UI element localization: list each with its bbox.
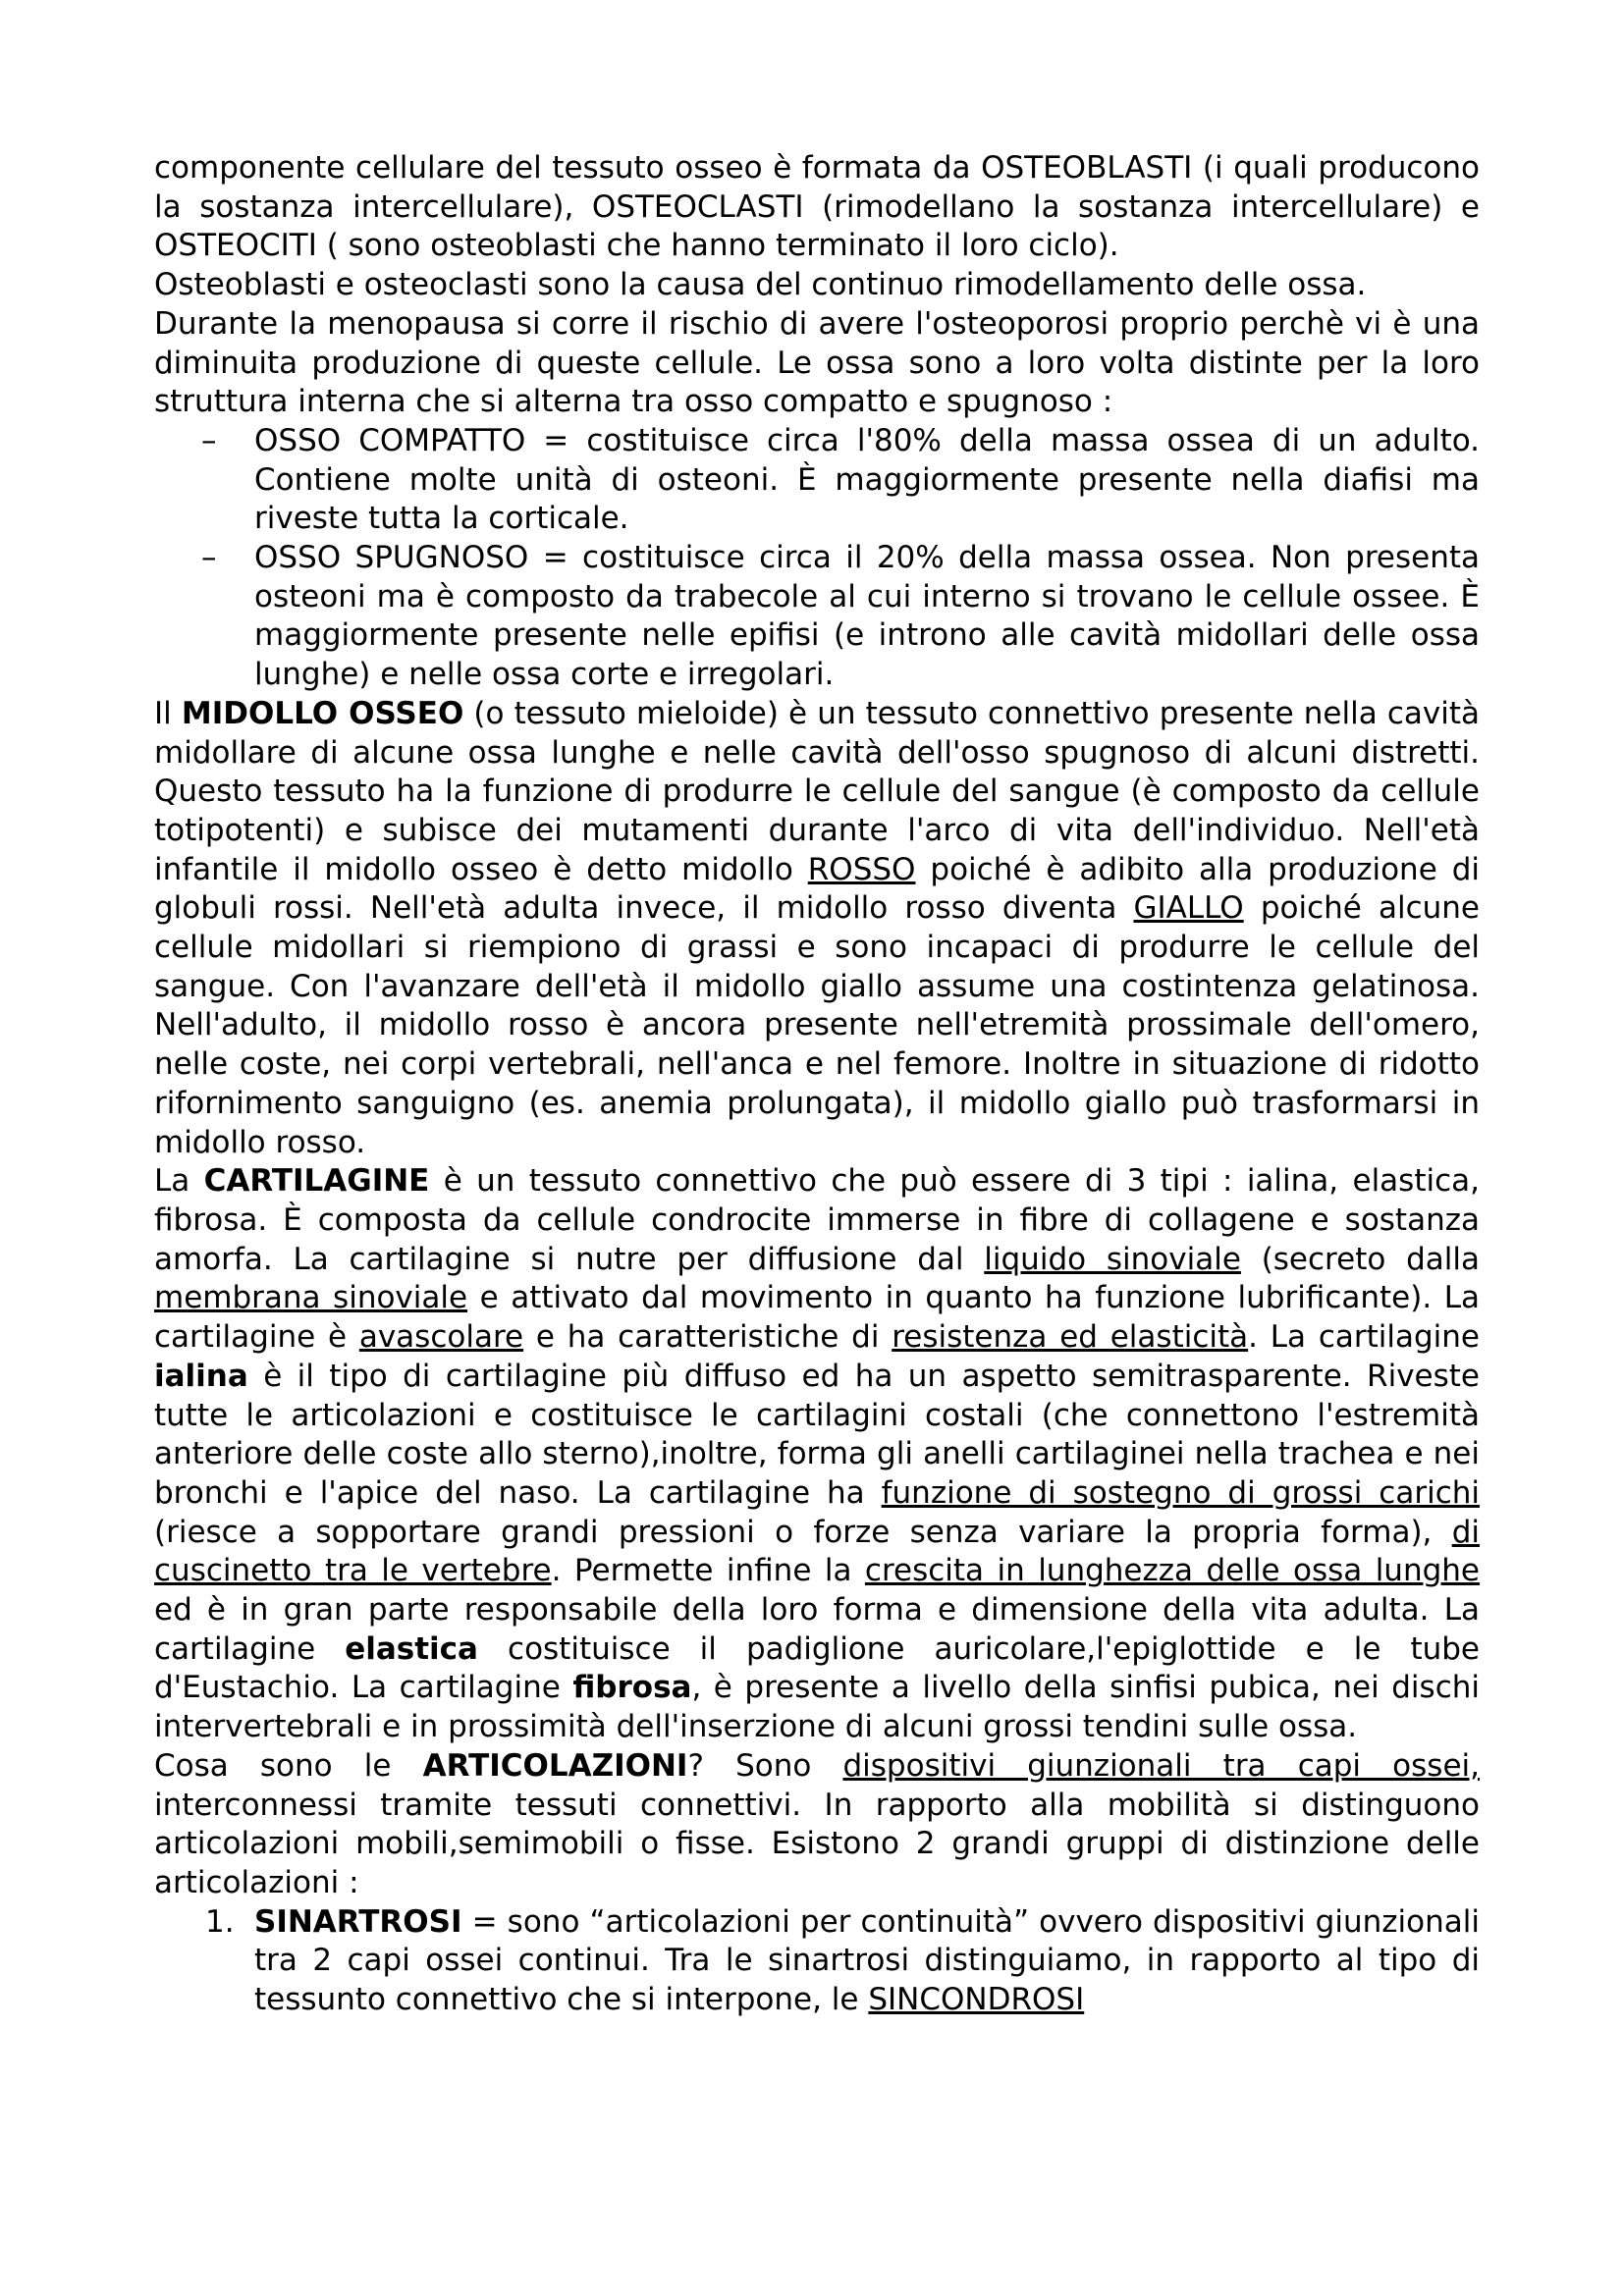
list-number: 1.	[205, 1903, 235, 1940]
marrow-text-2: (o tessuto mieloide) è un tessuto connettivo presente nella cavità midollare di alcune ossa lunghe e nelle cavità dell'osso spugnoso di alcuni distretti. Questo tessuto ha la funzione di produrre le cellule del sangue (è composto da cellule totipotenti) e subisce dei mutamenti durante l'arco di vita dell'individuo. Nell'età infantile il midollo osseo è detto midollo	[154, 695, 1480, 887]
cartilage-term: CARTILAGINE	[203, 1163, 430, 1200]
marrow-text-1: Il	[154, 695, 182, 731]
cartilage-text-5: e ha caratteristiche di	[523, 1319, 893, 1356]
cartilage-text-9: . Permette infine la	[551, 1553, 865, 1589]
yellow-marrow-label: GIALLO	[1133, 890, 1244, 927]
marrow-paragraph	[154, 695, 1480, 1162]
intro-paragraph-remodeling: Osteoblasti e osteoclasti sono la causa del continuo rimodellamento delle ossa.	[154, 267, 1367, 303]
bone-types-list	[154, 422, 1480, 695]
red-marrow-label: ROSSO	[807, 851, 916, 887]
junction-devices-term: dispositivi giunzionali tra capi ossei,	[842, 1747, 1480, 1784]
hyaline-term: ialina	[154, 1358, 248, 1394]
fibrous-term: fibrosa	[572, 1670, 692, 1706]
cartilage-text-1: La	[154, 1163, 204, 1200]
cartilage-text-11: costituisce il padiglione auricolare,l'epiglottide e le tube d'Eustachio. La cartilagine	[154, 1630, 1480, 1706]
load-support-term: funzione di sostegno di grossi carichi	[881, 1474, 1480, 1511]
joints-text-1: Cosa sono le	[154, 1747, 423, 1784]
synarthrosis-text: = sono “articolazioni per continuità” ovvero dispositivi giunzionali tra 2 capi ossei continui. Tra le sinartrosi distinguiamo, in rapporto al tipo di tessunto connettivo che si interpone, le	[254, 1903, 1480, 2018]
joint-groups-list	[154, 1903, 1480, 2020]
cartilage-text-12: , è presente a livello della sinfisi pubica, nei dischi intervertebrali e in prossimità dell'inserzione di alcuni grossi tendini sulle ossa.	[154, 1670, 1480, 1745]
joints-text-2: ? Sono	[687, 1747, 843, 1784]
cartilage-text-4: e attivato dal movimento in quanto ha funzione lubrificante). La cartilagine è	[154, 1280, 1480, 1356]
marrow-text-3: poiché è adibito alla produzione di globuli rossi. Nell'età adulta invece, il midollo rosso diventa	[154, 851, 1481, 927]
marrow-term: MIDOLLO OSSEO	[181, 695, 464, 731]
elastic-term: elastica	[345, 1630, 478, 1667]
joints-text-3: interconnessi tramite tessuti connettivi. In rapporto alla mobilità si distinguono articolazioni mobili,semimobili o fisse. Esistono 2 grandi gruppi di distinzione delle articolazioni :	[154, 1787, 1480, 1900]
cartilage-text-2: è un tessuto connettivo che può essere di 3 tipi : ialina, elastica, fibrosa. È composta da cellule condrocite immerse in fibre di collagene e sostanza amorfa. La cartilagine si nutre per diffusione dal	[154, 1163, 1480, 1277]
resistance-elasticity-term: resistenza ed elasticità	[892, 1319, 1249, 1356]
marrow-text-4: poiché alcune cellule midollari si riempiono di grassi e sono incapaci di produrre le cellule del sangue. Con l'avanzare dell'età il midollo giallo assume una costintenza gelatinosa. Nell'adulto, il midollo rosso è ancora presente nell'etremità prossimale dell'omero, nelle coste, nei corpi vertebrali, nell'anca e nel femore. Inoltre in situazione di ridotto rifornimento sanguigno (es. anemia prolungata), il midollo giallo può trasformarsi in midollo rosso.	[154, 890, 1480, 1160]
cartilage-paragraph	[154, 1162, 1480, 1747]
synovial-fluid-term: liquido sinoviale	[984, 1241, 1241, 1277]
synovial-membrane-term: membrana sinoviale	[154, 1280, 468, 1316]
intro-paragraph-menopause: Durante la menopausa si corre il rischio di avere l'osteoporosi proprio perchè vi è una diminuita produzione di queste cellule. Le ossa sono a loro volta distinte per la loro struttura interna che si alterna tra osso compatto e spugnoso :	[154, 305, 1480, 420]
avascular-term: avascolare	[358, 1319, 524, 1356]
cartilage-text-8: (riesce a sopportare grandi pressioni o forze senza variare la propria forma),	[154, 1514, 1452, 1550]
list-item-synarthrosis	[154, 1903, 1480, 2020]
cartilage-text-3: (secreto dalla	[1240, 1241, 1480, 1277]
cartilage-text-10: ed è in gran parte responsabile della loro forma e dimensione della vita adulta. La cartilagine	[154, 1592, 1480, 1667]
cartilage-text-6: . La cartilagine	[1248, 1319, 1481, 1356]
joints-paragraph	[154, 1747, 1480, 1903]
list-item-spongy-bone: – OSSO SPUGNOSO = costituisce circa il 20% della massa ossea. Non presenta osteoni ma è composto da trabecole al cui interno si trovano le cellule ossee. È maggiormente presente nelle epifisi (e introno alle cavità midollari delle ossa lunghe) e nelle ossa corte e irregolari.	[154, 539, 1480, 695]
intro-paragraph-cells: componente cellulare del tessuto osseo è formata da OSTEOBLASTI (i quali producono la sostanza intercellulare), OSTEOCLASTI (rimodellano la sostanza intercellulare) e OSTEOCITI ( sono osteoblasti che hanno terminato il loro ciclo).	[154, 150, 1480, 264]
synchondrosis-term: SINCONDROSI	[868, 1982, 1085, 2018]
joints-term: ARTICOLAZIONI	[422, 1747, 688, 1784]
synarthrosis-term: SINARTROSI	[254, 1903, 462, 1940]
cartilage-text-7: è il tipo di cartilagine più diffuso ed ha un aspetto semitrasparente. Riveste tutte le articolazioni e costituisce le cartilagini costali (che connettono l'estremità anteriore delle coste allo sterno),inoltre, forma gli anelli cartilaginei nella trachea e nei bronchi e l'apice del naso. La cartilagine ha	[154, 1358, 1480, 1511]
vertebrae-cushion-term: di cuscinetto tra le vertebre	[154, 1514, 1480, 1589]
document-page	[154, 149, 1480, 2020]
bone-growth-term: crescita in lunghezza delle ossa lunghe	[864, 1553, 1481, 1589]
list-item-compact-bone: – OSSO COMPATTO = costituisce circa l'80% della massa ossea di un adulto. Contiene molte unità di osteoni. È maggiormente presente nella diafisi ma riveste tutta la corticale.	[154, 422, 1480, 539]
